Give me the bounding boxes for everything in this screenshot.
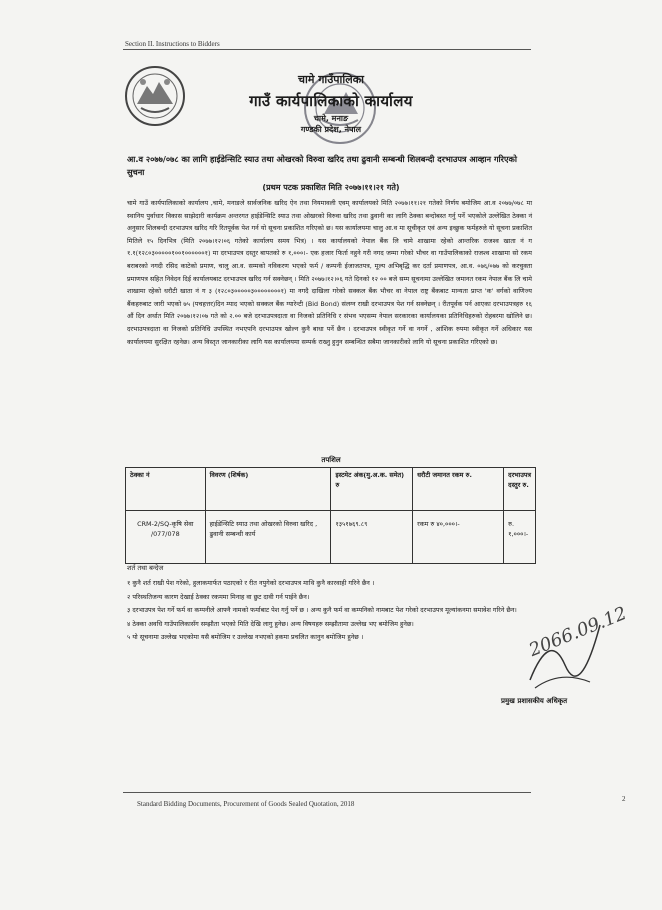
notice-subject: आ.व २०७७/०७८ का लागि हाईडेन्सिटि स्याउ तथा ओखरको विरुवा खरिद तथा ढुवानी सम्बन्धी शिलबन्दी दरभाउपत्र आव्हान गरिएको सुचना [127, 154, 517, 177]
col-header-description: विवरण (शिर्षक) [205, 468, 331, 511]
table-caption: तपशिल [321, 456, 341, 464]
col-header-security-amount: धरौटी जमानत रकम रु. [413, 468, 504, 511]
conditions-list [127, 577, 532, 645]
condition-item: २ परिस्थतिजन्य कारण देखाई ठेक्का रकममा मिनाह वा छुट दावी गर्न पाईने छैन। [127, 592, 310, 601]
office-address: चामे, मनाङ [313, 114, 349, 123]
condition-item: ३ दरभाउपत्र पेश गर्ने फर्म वा कम्पनीले आफ्नै नामको फर्माबाट पेश गर्नु पर्ने छ । अन्य कुनै फर्म वा कम्पनिको नामबाट पेश गरेको दरभाउपत्र मूल्यांकनमा समावेश गरिने छैन। [127, 606, 517, 614]
condition-item: ४ ठेक्का अवधि गाउँपालिकासँग सम्झौता भएको मिति देखि लागु हुनेछ। अन्य विषयहरु सम्झौतामा उल्लेख भए बमोजिम हुनेछ। [127, 619, 414, 628]
footer-text: Standard Bidding Documents, Procurement of Goods Sealed Quotation, 2018 [137, 800, 355, 808]
cell-bid-fee: रु. १,०००।- [504, 511, 536, 564]
office-municipality-name: चामे गाउँपालिका [297, 73, 364, 86]
cell-description: हाईडेन्सिटि स्याउ तथा ओखरको विरुवा खरिद , ढुवानी सम्बन्धी कार्य [205, 511, 331, 564]
office-title: गाउँ कार्यपालिकाको कार्यालय [249, 92, 413, 110]
footer-rule [123, 792, 531, 793]
signatory-title: प्रमुख प्रशासकीय अधिकृत [501, 697, 568, 705]
col-header-estimate: इस्टमेट अंक(मु.अ.क. समेत) रु [331, 468, 413, 511]
table-header-row [126, 468, 536, 511]
condition-item: ५ यो सूचनामा उल्लेख भएकोमा यसै बमोजिम र उल्लेख नभएको हकमा प्रचलित कानुन बमोजिम हुनेछ । [127, 633, 364, 641]
contract-table [125, 467, 536, 564]
col-header-bid-fee: दरभाउपत्र दस्तुर रु. [504, 468, 536, 511]
conditions-title: शर्त तथा बन्देज [127, 564, 164, 572]
signature-date: 2066.09.12 [526, 602, 630, 661]
section-header: Section II. Instructions to Bidders [125, 40, 220, 48]
col-header-contract-no: ठेक्का नं [126, 468, 206, 511]
table-row [126, 511, 536, 564]
header-rule [123, 49, 531, 50]
cell-contract-no: CRM-2/SQ-कृषि सेवा /077/078 [126, 511, 206, 564]
cell-estimate: १३५१७६९.८९ [331, 511, 413, 564]
first-publish-date: (प्रथम पटक प्रकाशित मिति २०७७।११।२१ गते) [262, 183, 400, 192]
condition-item: १ कुनै शर्त राखी पेश गरेको, हुलाकमार्फत पठाएको र रीत नपुगेको दरभाउपत्र माथि कुनै कारवाही गरिने छैन । [127, 579, 375, 587]
cell-security-amount: रकम रु ४०,०००।- [413, 511, 504, 564]
notice-body: चामे गाउँ कार्यपालिकाको कार्यालय ,चामे, मनाङले सार्वजनिक खरिद ऐन तथा नियमावली एवम् कार्यालयको मिति २०७७।११।२१ गतेको निर्णय बमोजिम आ.व २०७७/०७८ मा स्थानिय पुर्वाधार विकास साझेदारी कार्यक्रम अन्तरगत हाईडेन्सिटि स्याउ तथा ओखरको विरुवा खरिद तथा ढुवानी का लागि ठेक्का बन्दोबस्त गर्नु पर्ने भएकोले उल्लेखित ठेक्का नं अनुसार शिलबन्दी दरभाउपत्र खरिद गरि रितपूर्वक पेश गर्न यो सूचना प्रकाशित गरिएको छ। यस कार्यालयमा चालु आ.व मा सूचीकृत एवं अन्य इच्छुक फर्महरुले यो सूचना प्रकाशित मितिले १५ दिनभित्र (मिति २०७७।१२।०६ गतेको कार्यालय समय भित्र) । यस कार्यालयको नेपाल बैंक लि चामे शाखामा रहेको आन्तरिक राजश्व खाता नं ग १.१(१२८०३०००००१००१००००००१) मा दरभाउपत्र दस्तुर बापतको रु १,०००।- एक हजार फिर्ता नहुने गरी नगद जम्मा गरेको भौचर वा गाउँपालिकाको राजश्व शाखामा सो रकम बराबरको नगदी रसिद काटेको प्रमाण, चालु आ.व. सम्मको नविकरण भएको फर्म / कम्पनी ईजाजतपत्र, मूल्य अभिबृद्धि कर दर्ता प्रमाणपत्र, आ.व. ०७६/०७७ को करचुक्ता प्रमाणपत्र सहित निवेदन दिई कार्यालयबाट दरभाउपत्र खरिद गर्न सक्नेछन् । मिति २०७७।१२।०६ गते दिनको १२ ०० बजे सम्म सूचनामा उल्लेखित जमानत रकम नेपाल बैंक लि चामे शाखामा रहेको धरौटी खाता नं ग ३ (१२८०३०००००३००००००००१) मा नगदै दाखिला गरेको सक्कल बैंक भौचर वा नेपाल राष्ट्र बैंकबाट मान्यता प्राप्त 'क' वर्गको वाणिज्य बैंकहरुबाट जारी भएको ७५ (पचहत्तर)दिन म्याद भएको सक्कल बैंक ग्यारेन्टी (Bid Bond) संलग्न राखी दरभाउपत्र पेश गर्न सक्नेछन् । रीतपूर्वक पर्न आएका दरभाउपत्रहरु १६ औं दिन अर्थात मिति २०७७।१२।०७ गते को २.०० बजे दरभाउपत्रदाता वा निजको प्रतिनिधि र संभव भएसम्म नेपाल सरकारका कार्यालयका प्रतिनिधिहरुको रोहबरमा खोलिने छ। दरभाउपत्रदाता वा निजको प्रतिनिधि उपस्थित नभएपनि दरभाउपत्र खोल्न कुनै बाधा पर्ने छैन । दरभाउपत्र स्वीकृत गर्ने वा नगर्ने , आंशिक रुपमा स्वीकृत गर्ने अधिकार यस कार्यालयमा सुरक्षित रहनेछ। अन्य विस्तृत जानकारीका लागि यस कार्यालयमा सम्पर्क राख्नु हुनुन सम्बन्धित सबैमा जानकारीको लागि यो सूचना प्रकाशित गरिएको छ। [127, 199, 532, 346]
page-number: 2 [622, 795, 626, 803]
office-province: गण्डकी प्रदेश, नेपाल [300, 125, 362, 134]
